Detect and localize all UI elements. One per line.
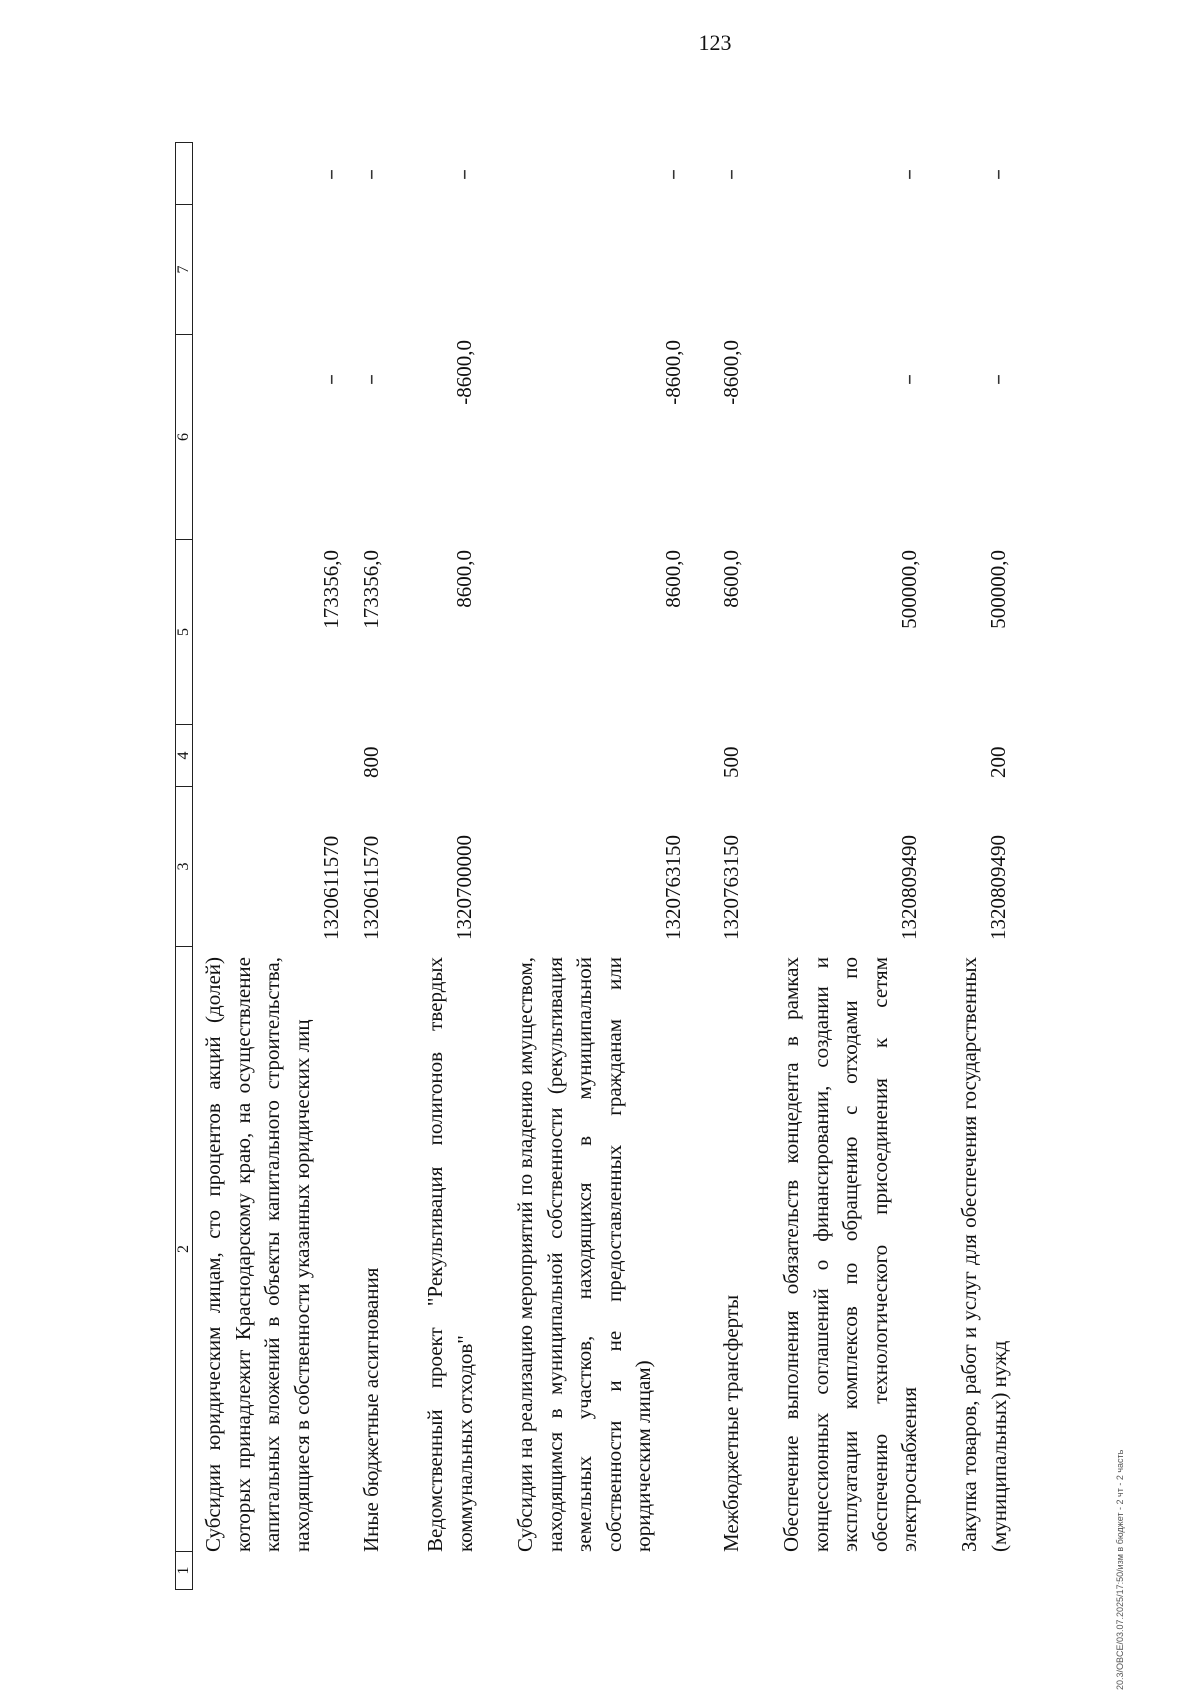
table-header — [175, 142, 193, 1590]
row-description: Субсидии юридическим лицам, сто процентов акций (долей) которых принадлежит Краснодарскому краю, на осуществление капитальных вложений в объекты капитального строительства, находящиеся в собственности указанных юридических лиц — [201, 957, 314, 1552]
amount-col5: 173356,0 — [359, 550, 383, 629]
amount-col6: -8600,0 — [452, 340, 476, 405]
row-description: Обеспечение выполнения обязательств концедента в рамках концессионных соглашений о финансировании, создании и эксплуатации комплексов по обращению с отходами по обеспечению технологического присоединения к сетям электроснабжения — [779, 957, 921, 1552]
row-description: Субсидии на реализацию мероприятий по владению имуществом, находящимся в муниципальной собственности (рекультивация земельных участков, находящихся в муниципальной собственности и не предоставленных гражданам или юридическим лицам) — [513, 957, 655, 1552]
target-code: 1320763150 — [661, 835, 685, 940]
dash-col8: – — [452, 169, 477, 180]
amount-col5: 173356,0 — [319, 550, 343, 629]
expense-type: 500 — [719, 746, 743, 778]
target-code: 1320809490 — [986, 835, 1010, 940]
header-col-4: 4 — [176, 724, 192, 786]
amount-col5: 8600,0 — [719, 550, 743, 608]
dash-col8: – — [319, 169, 344, 180]
rotated-table — [175, 142, 1185, 1590]
page-number: 123 — [698, 30, 732, 55]
dash-col8: – — [897, 169, 922, 180]
dash-col8: – — [359, 169, 384, 180]
footer-note: 20.3/OBCE/03.07.2025/17:50/изм в бюджет - 2 чт - 2 часть — [1115, 1449, 1125, 1690]
row-description: Ведомственный проект "Рекультивация полигонов твердых коммунальных отходов" — [423, 957, 477, 1552]
row-description: Иные бюджетные ассигнования — [359, 1267, 383, 1552]
amount-col5: 500000,0 — [897, 550, 921, 629]
dash-col8: – — [661, 169, 686, 180]
header-col-2: 2 — [176, 946, 192, 1551]
dash-col8: – — [719, 169, 744, 180]
target-code: 1320611570 — [359, 835, 383, 940]
amount-col6: -8600,0 — [719, 340, 743, 405]
header-col-5: 5 — [176, 539, 192, 724]
target-code: 1320763150 — [719, 835, 743, 940]
header-col-3: 3 — [176, 786, 192, 946]
expense-type: 800 — [359, 746, 383, 778]
header-col-8 — [176, 144, 192, 204]
dash-col8: – — [986, 169, 1011, 180]
dash-col6: – — [897, 374, 922, 385]
target-code: 1320700000 — [452, 835, 476, 940]
dash-col6: – — [986, 374, 1011, 385]
row-description: Межбюджетные трансферты — [719, 1294, 743, 1552]
amount-col5: 8600,0 — [452, 550, 476, 608]
header-col-1: 1 — [176, 1551, 192, 1589]
row-description: Закупка товаров, работ и услуг для обеспечения государственных (муниципальных) нужд — [957, 957, 1011, 1552]
dash-col6: – — [319, 374, 344, 385]
amount-col5: 500000,0 — [986, 550, 1010, 629]
target-code: 1320809490 — [897, 835, 921, 940]
dash-col6: – — [359, 374, 384, 385]
target-code: 1320611570 — [319, 835, 343, 940]
amount-col5: 8600,0 — [661, 550, 685, 608]
amount-col6: -8600,0 — [661, 340, 685, 405]
expense-type: 200 — [986, 746, 1010, 778]
header-col-6: 6 — [176, 334, 192, 539]
header-col-7: 7 — [176, 204, 192, 334]
